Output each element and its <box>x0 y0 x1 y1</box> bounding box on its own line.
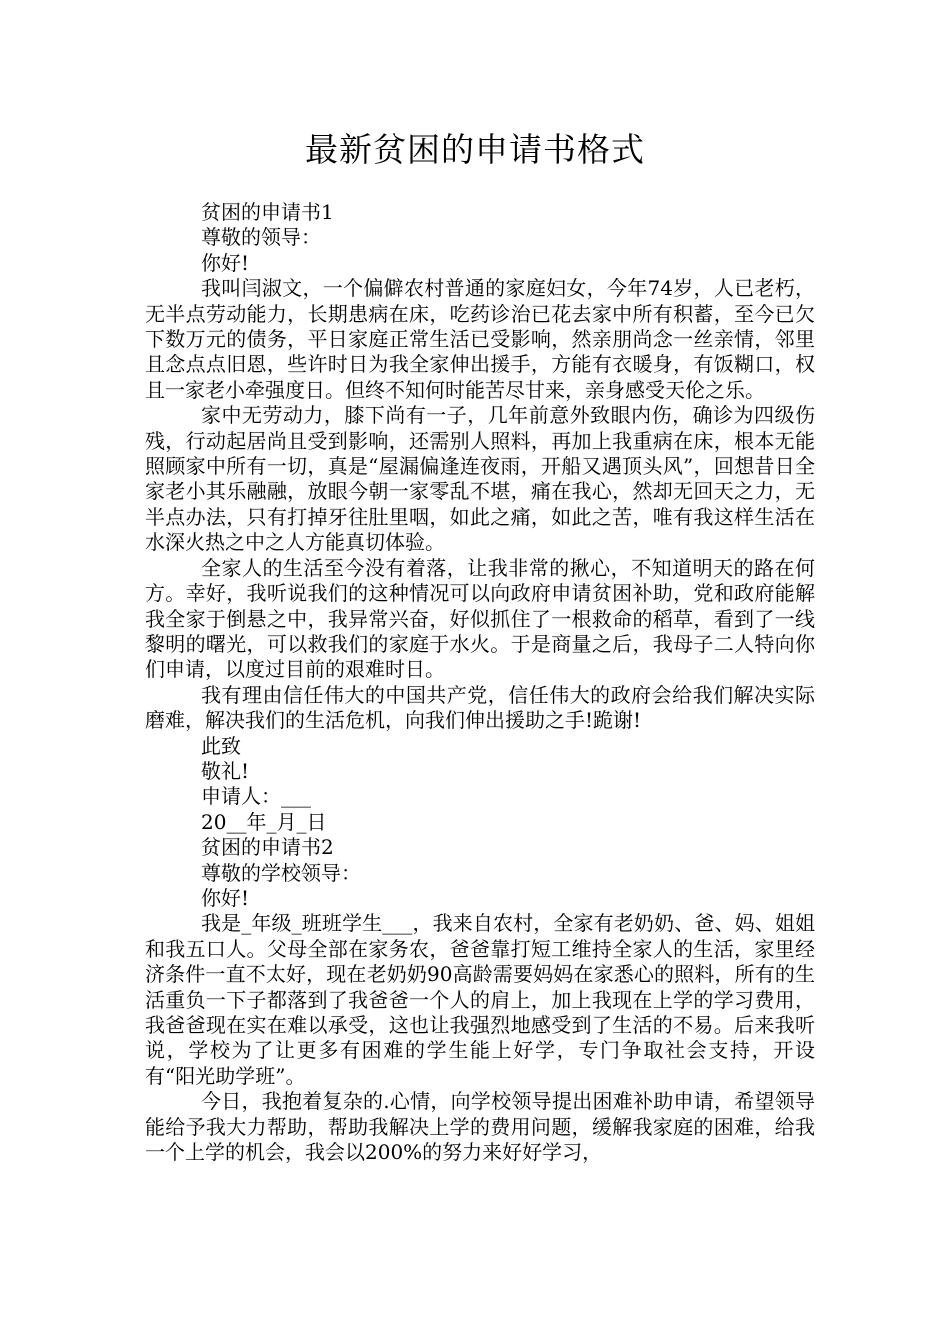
letter2-heading: 贫困的申请书2 <box>201 835 334 860</box>
letter2-greeting: 你好! <box>201 885 250 910</box>
letter1-salutation: 尊敬的领导： <box>201 225 321 250</box>
letter1-greeting: 你好! <box>201 250 250 275</box>
letter1-paragraph: 我叫闫淑文，一个偏僻农村普通的家庭妇女，今年74岁，人已老朽，无半点劳动能力，长期患病在床，吃药诊治已花去家中所有积蓄，至今已欠下数万元的债务，平日家庭正常生活已受影响，然亲朋尚念一丝亲情，邻里且念点点旧恩，些许时日为我全家伸出援手，方能有衣暖身，有饭糊口，权且一家老小牵强度日。但终不知何时能苦尽甘来，亲身感受天伦之乐。 <box>145 276 815 402</box>
letter1-regards: 敬礼! <box>201 758 250 783</box>
letter2-salutation: 尊敬的学校领导： <box>201 860 361 885</box>
letter1-paragraph: 全家人的生活至今没有着落，让我非常的揪心，不知道明天的路在何方。幸好，我听说我们的这种情况可以向政府申请贫困补助，党和政府能解我全家于倒悬之中，我异常兴奋，好似抓住了一根救命的稻草，看到了一线黎明的曙光，可以救我们的家庭于水火。于是商量之后，我母子二人特向你们申请，以度过目前的艰难时日。 <box>145 555 815 682</box>
letter1-heading: 贫困的申请书1 <box>201 200 334 224</box>
letter1-date: 20__年_月_日 <box>201 809 327 834</box>
letter2-paragraph: 我是_年级_班班学生___，我来自农村，全家有老奶奶、爸、妈、姐姐和我五口人。父母全部在家务农，爸爸靠打短工维持全家人的生活，家里经济条件一直不太好，现在老奶奶90高龄需要妈妈在家悉心的照料，所有的生活重负一下子都落到了我爸爸一个人的肩上，加上我现在上学的学习费用，我爸爸现在实在难以承受，这也让我强烈地感受到了生活的不易。后来我听说，学校为了让更多有困难的学生能上好学，专门争取社会支持，开设有“阳光助学班”。 <box>145 911 815 1088</box>
letter1-paragraph: 家中无劳动力，膝下尚有一子，几年前意外致眼内伤，确诊为四级伤残，行动起居尚且受到影响，还需别人照料，再加上我重病在床，根本无能照顾家中所有一切，真是“屋漏偏逢连夜雨，开船又遇顶头风”，回想昔日全家老小其乐融融，放眼今朝一家零乱不堪，痛在我心，然却无回天之力，无半点办法，只有打掉牙往肚里咽，如此之痛，如此之苦，唯有我这样生活在水深火热之中之人方能真切体验。 <box>145 403 815 555</box>
letter1-applicant: 申请人：___ <box>201 784 311 809</box>
letter2-paragraph: 今日，我抱着复杂的.心情，向学校领导提出困难补助申请，希望领导能给予我大力帮助，帮助我解决上学的费用问题，缓解我家庭的困难，给我一个上学的机会，我会以200%的努力来好好学习， <box>145 1089 815 1165</box>
document-body <box>145 200 815 1165</box>
document-title: 最新贫困的申请书格式 <box>305 130 645 169</box>
letter1-paragraph: 我有理由信任伟大的中国共产党，信任伟大的政府会给我们解决实际磨难，解决我们的生活危机，向我们伸出援助之手!跪谢! <box>145 682 815 733</box>
letter1-closing: 此致 <box>201 733 241 758</box>
